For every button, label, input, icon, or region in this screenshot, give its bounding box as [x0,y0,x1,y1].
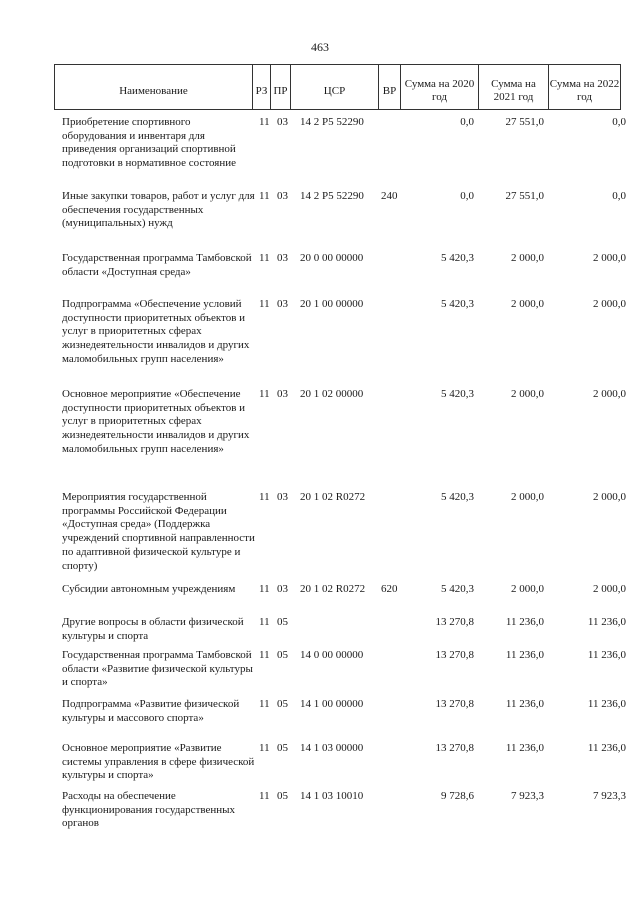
row-csr: 14 2 Р5 52290 [300,190,364,202]
row-sum-2021: 2 000,0 [511,491,544,503]
row-rz: 11 [259,190,270,202]
row-pr: 03 [277,252,288,264]
header-vr: ВР [379,65,401,109]
row-sum-2021: 2 000,0 [511,583,544,595]
row-rz: 11 [259,388,270,400]
row-sum-2021: 27 551,0 [505,116,544,128]
row-sum-2020: 13 270,8 [435,742,474,754]
row-sum-2020: 5 420,3 [441,583,474,595]
row-name: Мероприятия государственной программы Российской Федерации «Доступная среда» (Поддержка учреждений спортивной направленности по адаптивной физической культуре и спорту) [62,491,255,572]
row-sum-2020: 0,0 [460,116,474,128]
row-pr: 05 [277,649,288,661]
row-sum-2020: 9 728,6 [441,790,474,802]
row-sum-2022: 11 236,0 [587,616,626,628]
row-name: Государственная программа Тамбовской области «Доступная среда» [62,252,252,278]
row-sum-2022: 2 000,0 [593,491,626,503]
row-vr: 240 [381,190,398,202]
row-name: Основное мероприятие «Обеспечение доступности приоритетных объектов и услуг в приоритетных сферах жизнедеятельности инвалидов и других маломобильных групп населения» [62,388,250,455]
row-rz: 11 [259,698,270,710]
row-sum-2020: 5 420,3 [441,298,474,310]
row-name: Приобретение спортивного оборудования и инвентаря для приведения организаций спортивной подготовки в нормативное состояние [62,116,236,170]
row-rz: 11 [259,616,270,628]
row-pr: 05 [277,790,288,802]
row-vr: 620 [381,583,398,595]
row-csr: 20 0 00 00000 [300,252,364,264]
row-sum-2020: 13 270,8 [435,616,474,628]
row-rz: 11 [259,742,270,754]
row-sum-2022: 0,0 [612,116,626,128]
row-csr: 20 1 02 00000 [300,388,364,400]
row-pr: 05 [277,616,288,628]
row-pr: 03 [277,116,288,128]
row-sum-2021: 11 236,0 [505,698,544,710]
row-rz: 11 [259,116,270,128]
row-sum-2021: 7 923,3 [511,790,544,802]
row-sum-2020: 5 420,3 [441,388,474,400]
header-csr: ЦСР [291,65,379,109]
row-sum-2022: 2 000,0 [593,252,626,264]
row-name: Иные закупки товаров, работ и услуг для обеспечения государственных (муниципальных) нужд [62,190,255,230]
row-name: Основное мероприятие «Развитие системы управления в сфере физической культуры и спорта» [62,742,255,782]
row-pr: 03 [277,491,288,503]
row-pr: 03 [277,583,288,595]
row-rz: 11 [259,790,270,802]
header-pr: ПР [271,65,291,109]
row-sum-2022: 2 000,0 [593,388,626,400]
row-sum-2022: 2 000,0 [593,298,626,310]
row-sum-2021: 2 000,0 [511,388,544,400]
row-rz: 11 [259,252,270,264]
row-sum-2020: 13 270,8 [435,649,474,661]
row-rz: 11 [259,583,270,595]
row-sum-2021: 2 000,0 [511,252,544,264]
row-csr: 20 1 02 R0272 [300,583,366,595]
row-csr: 14 1 03 00000 [300,742,364,754]
row-sum-2022: 11 236,0 [587,698,626,710]
row-sum-2020: 5 420,3 [441,252,474,264]
row-name: Расходы на обеспечение функционирования государственных органов [62,790,236,830]
row-name: Субсидии автономным учреждениям [62,583,236,595]
row-csr: 14 0 00 00000 [300,649,364,661]
row-csr: 20 1 00 00000 [300,298,364,310]
row-rz: 11 [259,298,270,310]
row-pr: 03 [277,388,288,400]
row-pr: 03 [277,298,288,310]
page-number: 463 [311,40,329,54]
row-sum-2021: 11 236,0 [505,616,544,628]
table-header [54,64,621,110]
row-csr: 14 2 Р5 52290 [300,116,364,128]
row-csr: 14 1 03 10010 [300,790,364,802]
header-name: Наименование [55,65,253,109]
row-sum-2022: 7 923,3 [593,790,626,802]
row-sum-2021: 27 551,0 [505,190,544,202]
row-sum-2021: 11 236,0 [505,742,544,754]
header-sum-2021: Сумма на 2021 год [479,65,549,109]
header-sum-2022: Сумма на 2022 год [549,78,620,103]
row-sum-2021: 2 000,0 [511,298,544,310]
row-pr: 05 [277,742,288,754]
row-sum-2022: 11 236,0 [587,742,626,754]
row-rz: 11 [259,491,270,503]
row-pr: 03 [277,190,288,202]
row-sum-2022: 11 236,0 [587,649,626,661]
row-pr: 05 [277,698,288,710]
row-sum-2020: 5 420,3 [441,491,474,503]
row-name: Другие вопросы в области физической культуры и спорта [62,616,244,642]
row-csr: 14 1 00 00000 [300,698,364,710]
row-rz: 11 [259,649,270,661]
row-name: Подпрограмма «Обеспечение условий доступности приоритетных объектов и услуг в приоритетных сферах жизнедеятельности инвалидов и других маломобильных групп населения» [62,298,250,365]
header-sum-2020: Сумма на 2020 год [401,65,479,109]
row-sum-2022: 2 000,0 [593,583,626,595]
row-sum-2021: 11 236,0 [505,649,544,661]
row-sum-2020: 13 270,8 [435,698,474,710]
row-sum-2020: 0,0 [460,190,474,202]
row-csr: 20 1 02 R0272 [300,491,366,503]
row-sum-2022: 0,0 [612,190,626,202]
row-name: Государственная программа Тамбовской области «Развитие физической культуры и спорта» [62,649,253,689]
row-name: Подпрограмма «Развитие физической культуры и массового спорта» [62,698,240,724]
header-rz: РЗ [253,65,271,109]
